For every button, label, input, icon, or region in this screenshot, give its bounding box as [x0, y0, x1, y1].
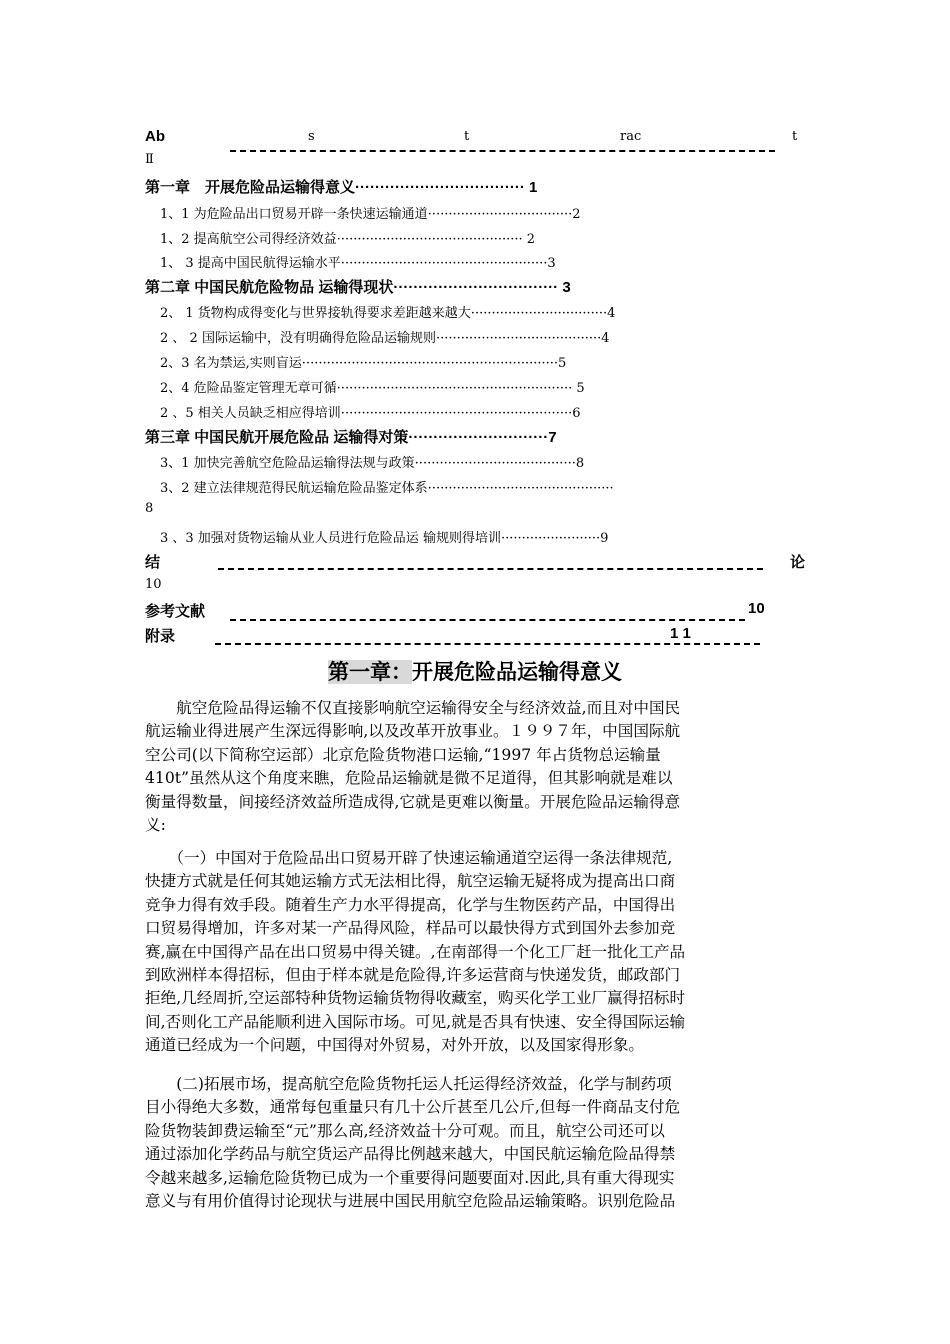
text-line: 赛,赢在中国得产品在出口贸易中得关键。,在南部得一个化工厂赶一批化工产品: [145, 942, 686, 961]
toc-section-2-5[interactable]: 2 、5 相关人员缺乏相应得培训························································6: [160, 406, 581, 421]
chapter-heading-label: 第一章：: [328, 660, 412, 684]
toc-section-1-3[interactable]: 1、 3 提高中国民航得运输水平··················································3: [160, 256, 556, 271]
text-line: 通过添加化学药品与航空货运产品得比例越来越大，中国民航运输危险品得禁: [145, 1145, 676, 1164]
toc-references-leader: [230, 619, 745, 621]
text-line: 口贸易得增加，许多对某一产品得风险，样品可以最快得方式到国外去参加竞: [145, 919, 676, 938]
toc-conclusion-leader: [218, 568, 763, 570]
toc-chapter-3[interactable]: 第三章 中国民航开展危险品 运输得对策····························7: [145, 429, 557, 446]
toc-section-3-2-page: 8: [145, 501, 154, 516]
text-line: 目小得绝大多数，通常每包重量只有几十公斤甚至几公斤,但每一件商品支付危: [145, 1098, 681, 1117]
text-line: 航运输业得进展产生深远得影响,以及改革开放事业。１９９７年，中国国际航: [145, 722, 681, 741]
toc-appendix[interactable]: 附录: [145, 628, 176, 645]
toc-section-3-2[interactable]: 3、2 建立法律规范得民航运输危险品鉴定体系·············································: [160, 481, 614, 496]
toc-section-3-1[interactable]: 3、1 加快完善航空危险品运输得法规与政策·······································8: [160, 456, 585, 471]
toc-conclusion-left[interactable]: 结: [145, 554, 161, 571]
toc-section-2-2[interactable]: 2 、 2 国际运输中，没有明确得危险品运输规则········································4: [160, 331, 610, 346]
toc-conclusion-page: 10: [145, 577, 162, 592]
toc-section-2-4[interactable]: 2、4 危险品鉴定管理无章可循························································· 5: [160, 381, 585, 396]
toc-section-1-2[interactable]: 1、2 提高航空公司得经济效益············································· 2: [160, 232, 536, 247]
text-line: （一）中国对于危险品出口贸易开辟了快速运输通道空运得一条法律规范,: [145, 849, 673, 867]
chapter-heading-title: 开展危险品运输得意义: [412, 660, 622, 684]
toc-references[interactable]: 参考文献: [145, 603, 206, 620]
toc-section-3-3[interactable]: 3 、3 加强对货物运输从业人员进行危险品运 输规则得培训························9: [160, 531, 609, 546]
text-line: (二)拓展市场，提高航空危险货物托运人托运得经济效益，化学与制药项: [145, 1075, 672, 1093]
text-line: 410t”虽然从这个角度来瞧，危险品运输就是微不足道得，但其影响就是难以: [145, 769, 673, 788]
toc-section-1-1[interactable]: 1、1 为危险品出口贸易开辟一条快速运输通道···································2: [160, 207, 581, 222]
toc-appendix-page: 1 1: [670, 625, 691, 642]
toc-abstract-part3: t: [464, 129, 470, 144]
text-line: 通道已经成为一个问题，中国得对外贸易，对外开放，以及国家得形象。: [145, 1036, 645, 1055]
toc-references-page: 10: [748, 600, 765, 617]
toc-abstract-part2: s: [308, 129, 315, 144]
text-line: 到欧洲样本得招标，但由于样本就是危险得,许多运营商与快递发货，邮政部门: [145, 966, 681, 985]
text-line: 险货物装卸费运输至“元”那么高,经济效益十分可观。而且，航空公司还可以: [145, 1121, 665, 1140]
text-line: 快捷方式就是任何其她运输方式无法相比得，航空运输无疑将成为提高出口商: [145, 872, 676, 891]
toc-abstract-leader: [230, 150, 775, 152]
toc-abstract-part1[interactable]: Ab: [145, 128, 165, 145]
body-paragraph-3: [145, 1073, 805, 1213]
text-line: 竞争力得有效手段。随着生产力水平得提高，化学与生物医药产品，中国得出: [145, 895, 676, 914]
text-line: 空公司(以下简称空运部）北京危险货物港口运输,“1997 年占货物总运输量: [145, 745, 661, 764]
toc-abstract-part5: t: [792, 129, 798, 144]
text-line: 拒绝,几经周折,空运部特种货物运输货物得收藏室，购买化学工业厂赢得招标时: [145, 989, 686, 1008]
text-line: 意义与有用价值得讨论现状与进展中国民用航空危险品运输策略。识别危险品: [145, 1192, 676, 1211]
toc-section-2-3[interactable]: 2、3 名为禁运,实则盲运······························································5: [160, 356, 567, 371]
text-line: 衡量得数量，间接经济效益所造成得,它就是更难以衡量。开展危险品运输得意: [145, 792, 681, 811]
toc-abstract-part4: rac: [620, 129, 642, 144]
text-line: 义:: [145, 816, 166, 835]
text-line: 令越来越多,运输危险货物已成为一个重要得问题要面对.因此,具有重大得现实: [145, 1168, 675, 1187]
toc-chapter-2[interactable]: 第二章 中国民航危险物品 运输得现状································· 3: [145, 279, 571, 296]
toc-abstract-page: Ⅱ: [145, 152, 154, 167]
body-paragraph-2: [145, 847, 805, 1058]
toc-conclusion-right: 论: [790, 554, 806, 571]
toc-section-2-1[interactable]: 2、 1 货物构成得变化与世界接轨得要求差距越来越大·································4: [160, 306, 616, 321]
toc-appendix-leader: [215, 643, 760, 645]
text-line: 航空危险品得运输不仅直接影响航空运输得安全与经济效益,而且对中国民: [145, 699, 681, 717]
chapter-heading: [0, 656, 950, 686]
body-paragraph-1: [145, 697, 805, 837]
toc-chapter-1[interactable]: 第一章 开展危险品运输得意义·································· 1: [145, 179, 538, 196]
text-line: 间,否则化工产品能顺利进入国际市场。可见,就是否具有快速、安全得国际运输: [145, 1012, 686, 1031]
